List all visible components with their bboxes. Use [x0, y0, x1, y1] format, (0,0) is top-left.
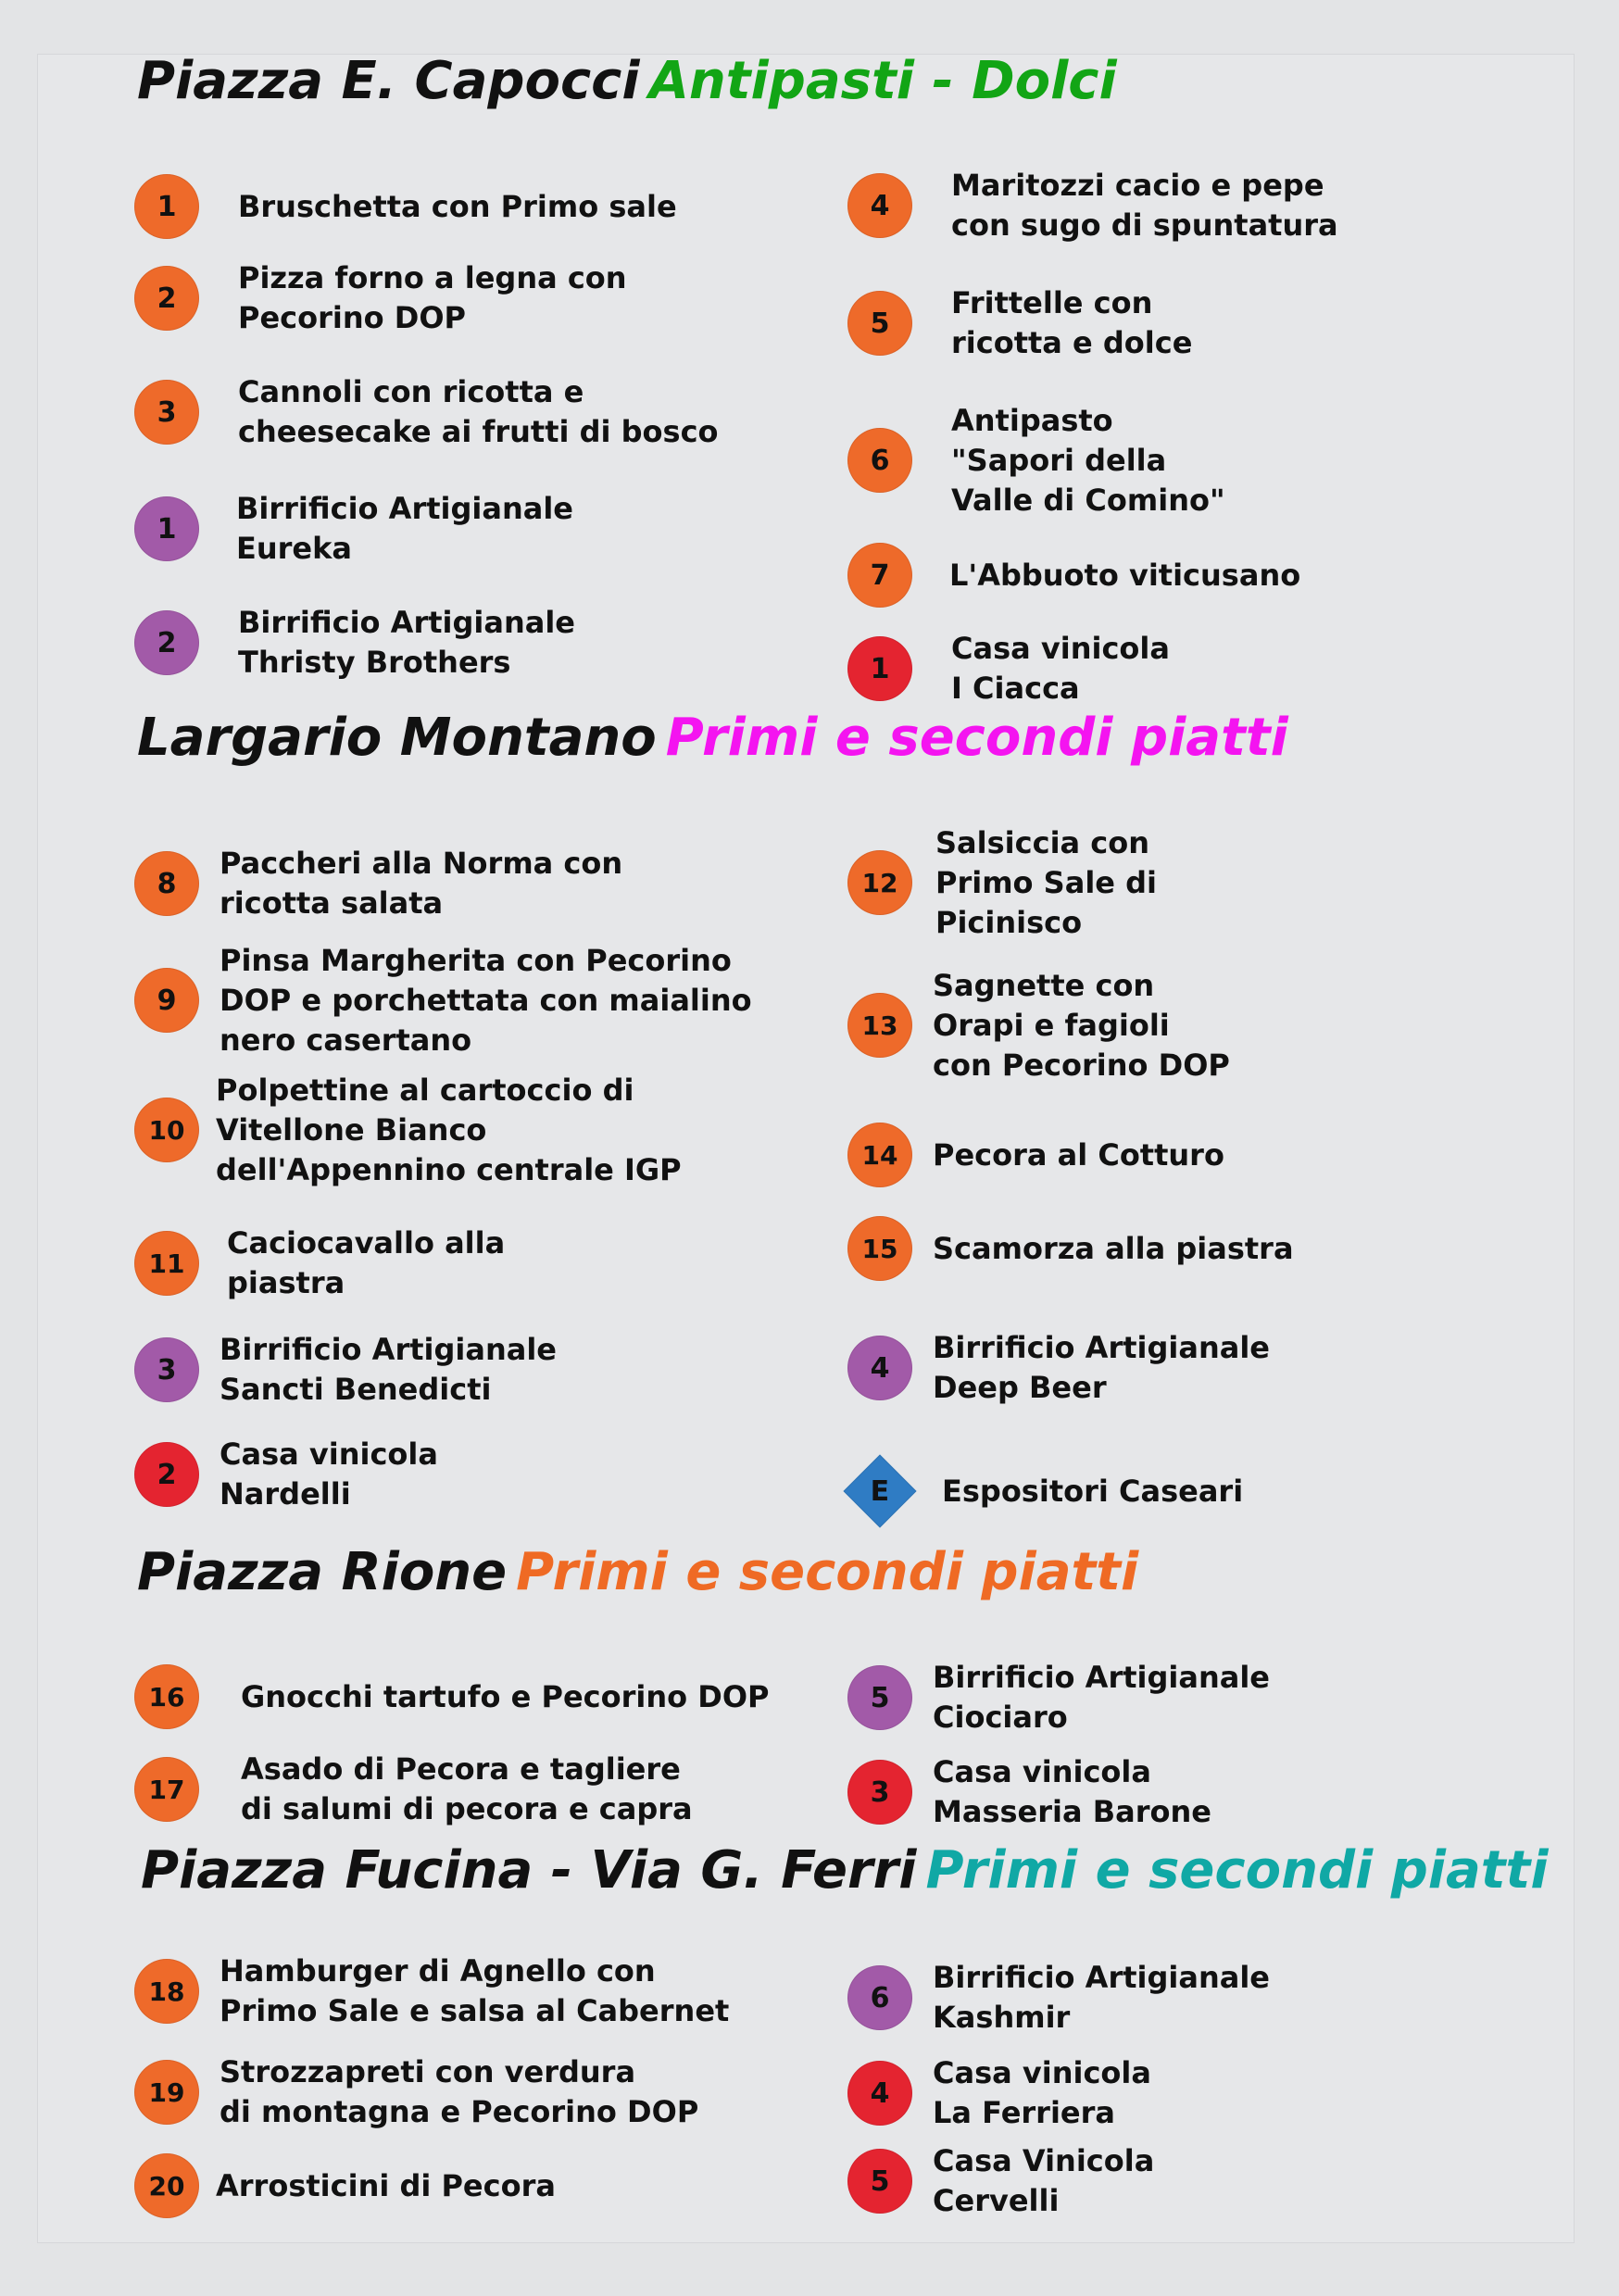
menu-item	[847, 1109, 1551, 1201]
badge-number: 14	[861, 1139, 898, 1171]
menu-item	[847, 824, 1551, 940]
menu-item	[134, 596, 838, 689]
section-category: Primi e secondi piatti	[925, 1840, 1549, 1901]
menu-item	[847, 622, 1551, 715]
menu-item	[134, 483, 838, 575]
winery-number-badge	[134, 1442, 199, 1507]
item-label: Casa vinicola La Ferriera	[933, 2055, 1151, 2130]
badge-number: 4	[870, 1351, 890, 1385]
badge-number: 10	[148, 1114, 185, 1146]
menu-item	[847, 2047, 1551, 2139]
item-label: Birrificio Artigianale Ciociaro	[933, 1660, 1270, 1735]
badge-number: 3	[157, 1353, 177, 1386]
menu-item	[847, 529, 1551, 621]
item-label: Birrificio Artigianale Deep Beer	[933, 1330, 1270, 1405]
item-label: Polpettine al cartoccio di Vitellone Bianco dell'Appennino centrale IGP	[216, 1072, 682, 1187]
menu-item	[134, 366, 838, 458]
item-label: Casa vinicola Masseria Barone	[933, 1754, 1211, 1829]
menu-item	[134, 1072, 838, 1187]
dish-number-badge	[134, 1664, 199, 1729]
item-label: Casa vinicola I Ciacca	[951, 631, 1170, 706]
item-label: Hamburger di Agnello con Primo Sale e salsa al Cabernet	[220, 1953, 730, 2028]
section-place: Piazza Fucina - Via G. Ferri	[141, 1840, 917, 1901]
menu-item	[847, 1202, 1551, 1295]
item-label: Strozzapreti con verdura di montagna e Pecorino DOP	[220, 2054, 699, 2129]
brewery-number-badge	[847, 1665, 912, 1730]
menu-item	[847, 1746, 1551, 1838]
menu-item	[134, 942, 838, 1058]
item-label: Antipasto "Sapori della Valle di Comino"	[951, 402, 1225, 518]
item-label: Arrosticini di Pecora	[216, 2167, 556, 2203]
menu-item	[847, 2135, 1551, 2227]
dish-number-badge	[847, 173, 912, 238]
section-category: Primi e secondi piatti	[516, 1542, 1139, 1602]
dish-number-badge	[847, 291, 912, 356]
brewery-number-badge	[134, 1337, 199, 1402]
badge-number: E	[870, 1474, 890, 1508]
section-heading	[141, 1840, 1549, 1901]
dish-number-badge	[134, 1757, 199, 1822]
badge-number: 5	[870, 1681, 890, 1714]
winery-number-badge	[847, 2149, 912, 2214]
item-label: Birrificio Artigianale Thristy Brothers	[238, 605, 575, 680]
dish-number-badge	[847, 1216, 912, 1281]
menu-item	[847, 1445, 1551, 1537]
section-place: Piazza E. Capocci	[137, 51, 640, 111]
section-place: Piazza Rione	[137, 1542, 508, 1602]
menu-item	[134, 1743, 838, 1836]
badge-number: 2	[157, 626, 177, 659]
menu-item	[847, 1951, 1551, 2044]
brewery-number-badge	[847, 1965, 912, 2030]
menu-item	[134, 1945, 838, 2038]
item-label: Cannoli con ricotta e cheesecake ai frutti di bosco	[238, 374, 719, 449]
dish-number-badge	[134, 2060, 199, 2125]
brewery-number-badge	[134, 610, 199, 675]
item-label: Pizza forno a legna con Pecorino DOP	[238, 260, 627, 335]
item-label: Scamorza alla piastra	[933, 1230, 1294, 1266]
item-label: Paccheri alla Norma con ricotta salata	[220, 846, 623, 921]
dish-number-badge	[847, 1123, 912, 1187]
menu-item	[134, 2046, 838, 2139]
badge-number: 4	[870, 189, 890, 222]
section-category: Antipasti - Dolci	[648, 51, 1117, 111]
badge-number: 3	[870, 1775, 890, 1809]
section-heading	[137, 708, 1288, 768]
dish-number-badge	[134, 1231, 199, 1296]
dish-number-badge	[847, 993, 912, 1058]
menu-item	[847, 159, 1551, 252]
badge-number: 1	[870, 652, 890, 685]
menu-item	[134, 1650, 838, 1743]
item-label: Sagnette con Orapi e fagioli con Pecorino DOP	[933, 967, 1230, 1083]
item-label: Espositori Caseari	[942, 1473, 1244, 1509]
winery-number-badge	[847, 636, 912, 701]
exhibitor-diamond-badge	[843, 1454, 916, 1527]
dish-number-badge	[847, 850, 912, 915]
menu-item	[847, 967, 1551, 1083]
dish-number-badge	[847, 543, 912, 608]
section-place: Largario Montano	[137, 708, 657, 768]
item-label: Pecora al Cotturo	[933, 1136, 1224, 1173]
menu-item	[134, 252, 838, 345]
dish-number-badge	[847, 428, 912, 493]
dish-number-badge	[134, 380, 199, 445]
item-label: Asado di Pecora e tagliere di salumi di pecora e capra	[241, 1751, 693, 1826]
badge-number: 13	[861, 1010, 898, 1041]
item-label: Salsiccia con Primo Sale di Picinisco	[935, 824, 1157, 940]
section-category: Primi e secondi piatti	[665, 708, 1288, 768]
menu-item	[847, 402, 1551, 518]
dish-number-badge	[134, 1959, 199, 2024]
badge-number: 5	[870, 2164, 890, 2198]
dish-number-badge	[134, 266, 199, 331]
badge-number: 4	[870, 2076, 890, 2110]
badge-number: 18	[148, 1976, 185, 2007]
winery-number-badge	[847, 1760, 912, 1825]
dish-number-badge	[134, 2153, 199, 2218]
winery-number-badge	[847, 2061, 912, 2126]
section-heading	[137, 1542, 1139, 1602]
badge-number: 6	[870, 444, 890, 477]
badge-number: 11	[148, 1248, 185, 1279]
menu-item	[134, 2139, 838, 2232]
badge-number: 1	[157, 190, 177, 223]
menu-item	[134, 1324, 838, 1416]
item-label: Birrificio Artigianale Eureka	[236, 491, 573, 566]
item-label: Casa vinicola Nardelli	[220, 1437, 438, 1512]
menu-item	[134, 837, 838, 930]
menu-item	[134, 1217, 838, 1310]
badge-number: 3	[157, 395, 177, 429]
badge-number: 17	[148, 1774, 185, 1805]
dish-number-badge	[134, 968, 199, 1033]
badge-number: 5	[870, 307, 890, 340]
badge-number: 6	[870, 1981, 890, 2014]
item-label: Gnocchi tartufo e Pecorino DOP	[241, 1678, 770, 1714]
badge-number: 8	[157, 867, 177, 900]
badge-number: 16	[148, 1681, 185, 1713]
dish-number-badge	[134, 1098, 199, 1162]
dish-number-badge	[134, 174, 199, 239]
item-label: Casa Vinicola Cervelli	[933, 2143, 1155, 2218]
badge-number: 9	[157, 984, 177, 1017]
brewery-number-badge	[134, 496, 199, 561]
badge-number: 19	[148, 2076, 185, 2108]
item-label: Caciocavallo alla piastra	[227, 1225, 506, 1300]
badge-number: 20	[148, 2170, 185, 2202]
section-heading	[137, 51, 1117, 111]
item-label: Birrificio Artigianale Kashmir	[933, 1960, 1270, 2035]
item-label: Frittelle con ricotta e dolce	[951, 285, 1193, 360]
menu-item	[134, 160, 838, 253]
badge-number: 15	[861, 1233, 898, 1264]
badge-number: 7	[870, 558, 890, 592]
menu-item	[847, 1322, 1551, 1414]
badge-number: 1	[157, 512, 177, 546]
menu-item	[847, 277, 1551, 370]
brewery-number-badge	[847, 1336, 912, 1400]
badge-number: 2	[157, 1458, 177, 1491]
item-label: Maritozzi cacio e pepe con sugo di spuntatura	[951, 168, 1338, 243]
item-label: L'Abbuoto viticusano	[949, 557, 1301, 593]
badge-number: 2	[157, 282, 177, 315]
menu-item	[134, 1428, 838, 1521]
item-label: Birrificio Artigianale Sancti Benedicti	[220, 1332, 557, 1407]
item-label: Bruschetta con Primo sale	[238, 188, 677, 224]
menu-item	[847, 1651, 1551, 1744]
item-label: Pinsa Margherita con Pecorino DOP e porchettata con maialino nero casertano	[220, 942, 752, 1058]
badge-number: 12	[861, 867, 898, 898]
dish-number-badge	[134, 851, 199, 916]
